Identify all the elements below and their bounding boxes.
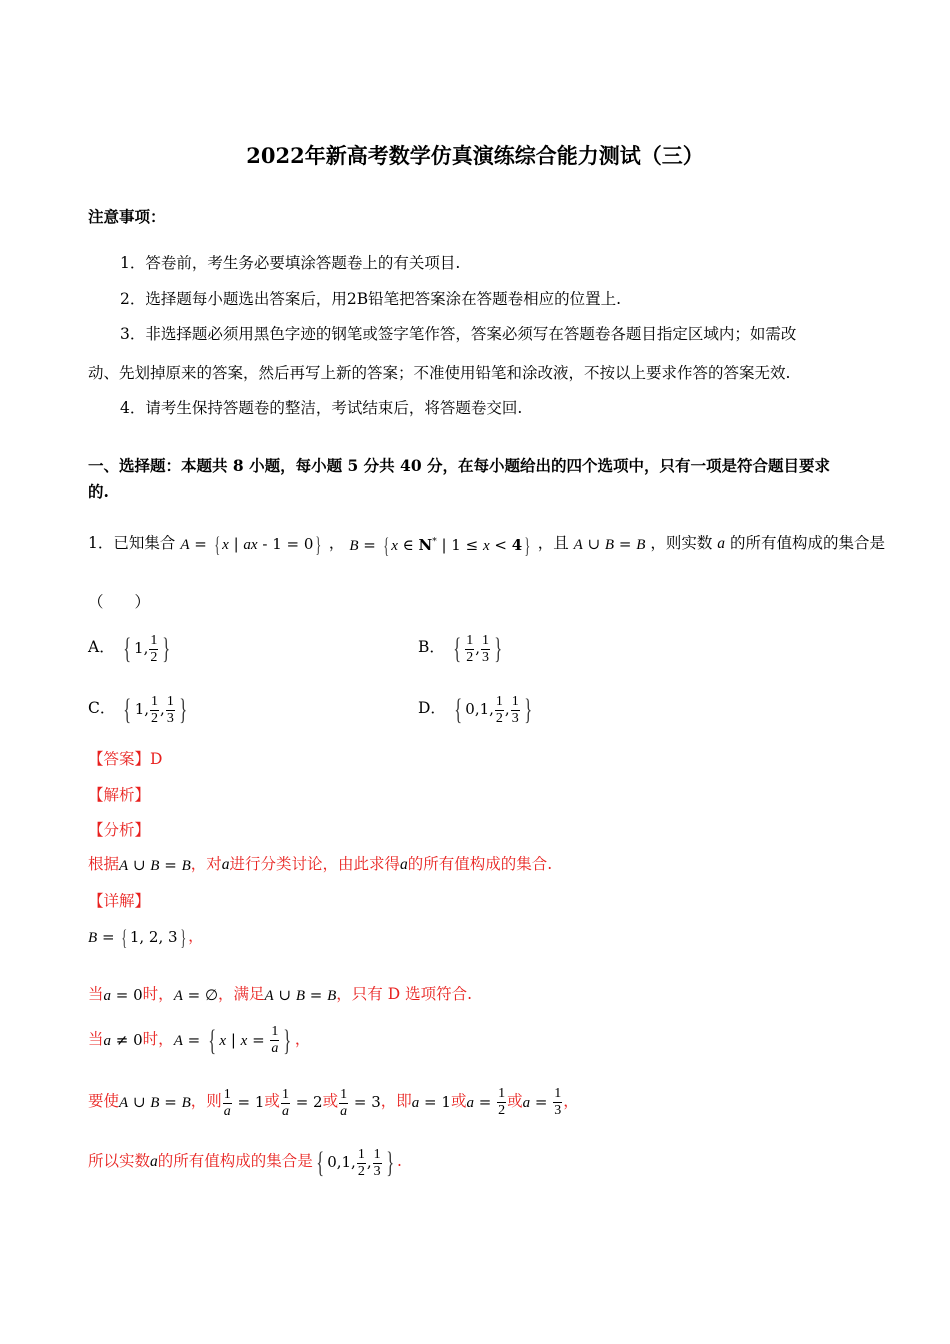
option-a-value: { 1, $\frac{1}{2}$ } bbox=[122, 632, 171, 665]
formula: A ∪ B = B bbox=[119, 1092, 191, 1111]
answer-paren: （ ） bbox=[88, 593, 151, 611]
variable-a: a bbox=[150, 1153, 158, 1170]
formula: $\frac{1}{a}$ = 2 bbox=[281, 1086, 323, 1119]
condition-formula: A ∪ B = B bbox=[573, 534, 646, 553]
detail-tag: 【详解】 bbox=[88, 892, 151, 910]
formula: A ∪ B = B bbox=[119, 855, 191, 874]
note-item: 1．答卷前，考生务必要填涂答题卷上的有关项目. bbox=[120, 254, 461, 272]
text-run: ， bbox=[563, 1092, 579, 1110]
formula: a ≠ 0 bbox=[103, 1030, 143, 1049]
note-item: 3．非选择题必须用黑色字迹的钢笔或签字笔作答，答案必须写在答题卷各题目指定区域内；如需改 bbox=[120, 325, 797, 343]
set-a-formula: A = { x | ax - 1 = 0 } bbox=[180, 531, 322, 557]
text-run: 根据 bbox=[88, 855, 120, 873]
text-run: 时， bbox=[142, 1030, 174, 1048]
text-run: ，满足 bbox=[218, 985, 265, 1003]
note-item: 2．选择题每小题选出答案后，用2B铅笔把答案涂在答题卷相应的位置上. bbox=[120, 290, 622, 308]
answer-tag: 【答案】D bbox=[88, 750, 163, 768]
line-b bbox=[88, 918, 204, 954]
formula: $\frac{1}{a}$ = 3 bbox=[340, 1086, 381, 1119]
notes-heading: 注意事项： bbox=[88, 207, 166, 226]
formula: A ∪ B = B bbox=[264, 985, 337, 1004]
option-d-value: { 0,1, $\frac{1}{2}$ , $\frac{1}{3}$ } bbox=[454, 693, 532, 726]
section-heading-cont: 的. bbox=[88, 482, 109, 501]
text-run: ，即 bbox=[380, 1092, 412, 1110]
text-run: 进行分类讨论，由此求得 bbox=[229, 855, 401, 873]
variable-a: a bbox=[717, 535, 726, 552]
formula: B = { 1, 2, 3 } bbox=[88, 924, 186, 950]
formula: A = ∅ bbox=[173, 985, 219, 1004]
question-mid: ，且 bbox=[537, 534, 569, 552]
option-d-label: D． bbox=[418, 699, 446, 717]
question-suffix2: 的所有值构成的集合是 bbox=[729, 534, 885, 552]
text-run: ，则 bbox=[190, 1092, 222, 1110]
question-stem bbox=[88, 522, 885, 562]
question-suffix: ，则实数 bbox=[650, 534, 713, 552]
option-b[interactable] bbox=[418, 624, 505, 670]
option-c[interactable] bbox=[88, 685, 190, 731]
formula: { 0,1, $\frac{1}{2}$ , $\frac{1}{3}$ } bbox=[316, 1146, 394, 1179]
section-heading: 一、选择题：本题共 8 小题，每小题 5 分共 40 分，在每小题给出的四个选项中，只有一项是符合题目要求 bbox=[88, 456, 831, 475]
text-run: 当 bbox=[88, 1030, 104, 1048]
text-run: ，对 bbox=[190, 855, 222, 873]
analysis-tag: 【解析】 bbox=[88, 786, 151, 804]
text-run: ， bbox=[188, 927, 204, 945]
text-run: 所以实数 bbox=[88, 1152, 151, 1170]
formula: $\frac{1}{a}$ = 1 bbox=[223, 1086, 265, 1119]
variable-a: a bbox=[400, 856, 408, 873]
option-a[interactable] bbox=[88, 624, 174, 670]
text-run: 的所有值构成的集合是 bbox=[157, 1152, 313, 1170]
separator: ， bbox=[328, 534, 345, 552]
page-title: 2022年新高考数学仿真演练综合能力测试（三） bbox=[246, 143, 704, 168]
text-run: 或 bbox=[264, 1092, 280, 1110]
formula: a = $\frac{1}{3}$ bbox=[522, 1086, 562, 1118]
note-item: 动、先划掉原来的答案，然后再写上新的答案；不准使用铅笔和涂改液，不按以上要求作答的答案无效. bbox=[88, 364, 791, 382]
case-condition bbox=[88, 1078, 579, 1124]
formula: a = $\frac{1}{2}$ bbox=[466, 1086, 506, 1118]
text-run: 或 bbox=[322, 1092, 339, 1110]
option-b-label: B． bbox=[418, 638, 445, 656]
option-b-value: { $\frac{1}{2}$ , $\frac{1}{3}$ } bbox=[453, 632, 503, 665]
option-a-label: A． bbox=[88, 638, 115, 656]
text-run: . bbox=[397, 1152, 402, 1170]
case-a-zero bbox=[88, 982, 472, 1005]
set-b-formula: B = { x ∈ N* | 1 ≤ x < 4 } bbox=[349, 533, 531, 558]
fenxi-text bbox=[88, 852, 552, 875]
text-run: ，只有 D 选项符合. bbox=[336, 985, 472, 1003]
note-item: 4．请考生保持答题卷的整洁，考试结束后，将答题卷交回. bbox=[120, 399, 523, 417]
formula: A = { x | x = $\frac{1}{a}$ } bbox=[173, 1023, 292, 1057]
text-run: 时， bbox=[142, 985, 174, 1003]
text-run: ， bbox=[294, 1030, 311, 1048]
text-run: 或 bbox=[507, 1092, 523, 1110]
text-run: 当 bbox=[88, 985, 104, 1003]
fenxi-tag: 【分析】 bbox=[88, 821, 151, 839]
option-c-label: C． bbox=[88, 699, 116, 717]
variable-a: a bbox=[221, 856, 230, 873]
formula: a = 0 bbox=[103, 985, 143, 1004]
formula: a = 1 bbox=[411, 1092, 451, 1111]
option-c-value: { 1, $\frac{1}{2}$ , $\frac{1}{3}$ } bbox=[123, 693, 187, 726]
text-run: 或 bbox=[450, 1092, 467, 1110]
option-d[interactable] bbox=[418, 685, 535, 731]
text-run: 的所有值构成的集合. bbox=[407, 855, 553, 873]
case-a-nonzero bbox=[88, 1016, 310, 1062]
final-answer bbox=[88, 1138, 402, 1184]
text-run: 要使 bbox=[88, 1092, 120, 1110]
question-prefix: 1．已知集合 bbox=[88, 534, 176, 552]
